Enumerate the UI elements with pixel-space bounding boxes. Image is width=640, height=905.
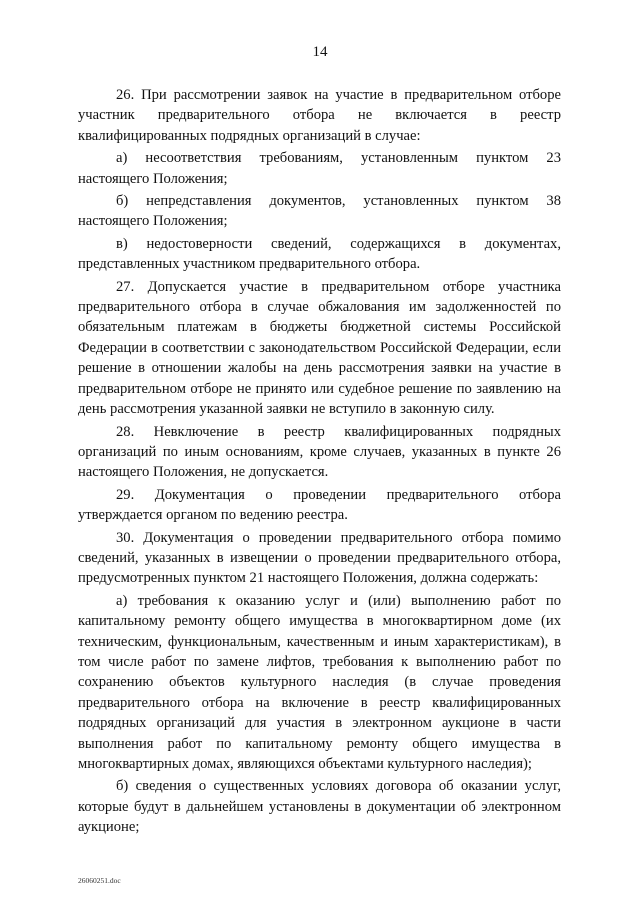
paragraph-26-c: в) недостоверности сведений, содержащихся в документах, представленных участником предварительного отбора.: [78, 235, 561, 273]
paragraph-28: 28. Невключение в реестр квалифицированных подрядных организаций по иным основаниям, кроме случаев, указанных в пункте 26 настоящего Положения, не допускается.: [78, 423, 561, 481]
paragraph-27: 27. Допускается участие в предварительном отборе участника предварительного отбора в случае обжалования им задолженностей по обязательным платежам в бюджеты бюджетной системы Российской Федерации в соответствии с законодательством Российской Федерации, если решение в отношении жалобы на день рассмотрения заявки на участие в предварительном отборе не принято или судебное решение по заявлению на день рассмотрения указанной заявки не вступило в законную силу.: [78, 278, 561, 418]
footer-filename: 26060251.doc: [78, 876, 121, 885]
paragraph-30: 30. Документация о проведении предварительного отбора помимо сведений, указанных в извещении о проведении предварительного отбора, предусмотренных пунктом 21 настоящего Положения, должна содержать:: [78, 529, 561, 587]
page-number: 14: [312, 44, 328, 60]
paragraph-26-a: а) несоответствия требованиям, установленным пунктом 23 настоящего Положения;: [78, 150, 561, 187]
paragraph-30-b: б) сведения о существенных условиях договора об оказании услуг, которые будут в дальнейшем установлены в документации об электронном аукционе;: [78, 778, 561, 836]
document-body: [78, 85, 561, 840]
paragraph-26-b: б) непредставления документов, установленных пунктом 38 настоящего Положения;: [78, 193, 561, 230]
paragraph-29: 29. Документация о проведении предварительного отбора утверждается органом по ведению реестра.: [78, 486, 561, 524]
paragraph-30-a: а) требования к оказанию услуг и (или) выполнению работ по капитальному ремонту общего имущества в многоквартирном доме (их техническим, функциональным, качественным и иным характеристикам), в том числе работ по замене лифтов, требования к выполнению работ по сохранению объектов культурного наследия (в случае проведения предварительного отбора на включение в реестр квалифицированных подрядных организаций для участия в электронном аукционе в части выполнения работ по капитальному ремонту общего имущества в многоквартирных домах, являющихся объектами культурного наследия);: [78, 592, 561, 772]
paragraph-26: 26. При рассмотрении заявок на участие в предварительном отборе участник предварительного отбора не включается в реестр квалифицированных подрядных организаций в случае:: [78, 87, 561, 144]
